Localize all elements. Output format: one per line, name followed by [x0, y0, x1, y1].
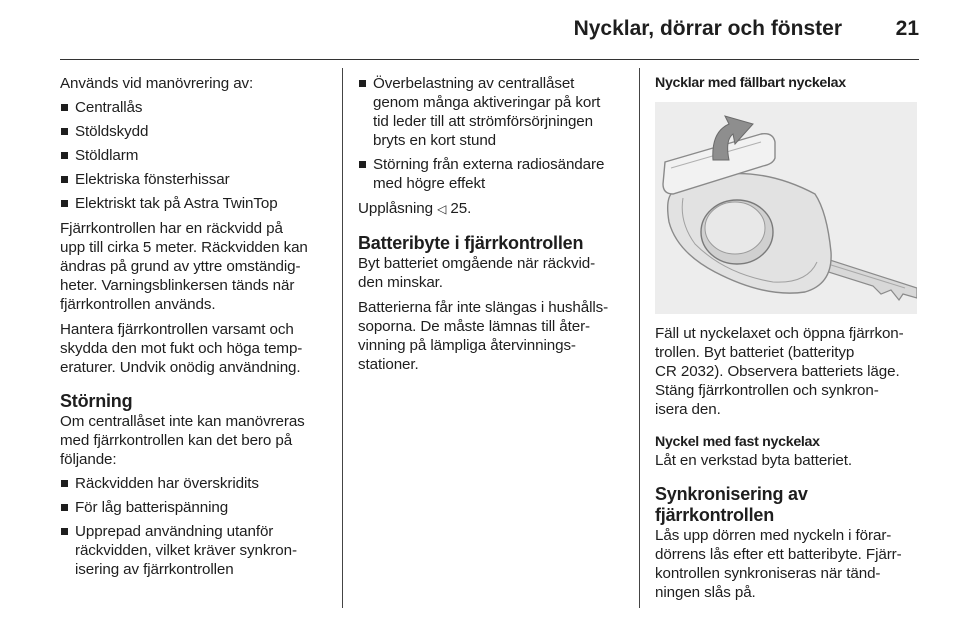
header-rule [60, 59, 919, 60]
list-item [60, 498, 330, 517]
text-line: CR 2032). Observera batteriets läge. [655, 363, 900, 380]
text-line: skydda den mot fukt och höga temp- [60, 340, 303, 357]
text-line: trollen. Byt batteriet (batterityp [655, 344, 855, 361]
text-line: fjärrkontrollen används. [60, 296, 216, 313]
text-line: Överbelastning av centrallåset [373, 75, 575, 92]
text-line: genom många aktiveringar på kort [373, 94, 601, 111]
range-paragraph [60, 219, 330, 314]
text-line: Lås upp dörren med nyckeln i förar- [655, 527, 892, 544]
text-line: den minskar. [358, 274, 443, 291]
care-paragraph [60, 320, 330, 377]
text-line: soporna. De måste lämnas till åter- [358, 318, 591, 335]
list-item: Stöldskydd [60, 122, 330, 141]
usage-intro: Används vid manövrering av: [60, 75, 254, 92]
list-item [358, 155, 626, 193]
list-item: Elektriska fönsterhissar [60, 170, 330, 189]
list-item [60, 522, 330, 579]
text-line: Om centrallåset inte kan manövreras [60, 413, 305, 430]
list-item [60, 474, 330, 493]
text-line: Hantera fjärrkontrollen varsamt och [60, 321, 294, 338]
heading-line: fjärrkontrollen [655, 505, 775, 525]
text-line: eraturer. Undvik onödig användning. [60, 359, 301, 376]
text-line: ändras på grund av yttre omständig- [60, 258, 301, 275]
key-battery-illustration [655, 102, 917, 314]
sync-text [655, 526, 927, 602]
column-divider [639, 68, 640, 608]
text-line: Upprepad användning utanför [75, 523, 274, 540]
list-item: Stöldlarm [60, 146, 330, 165]
foldable-instructions [655, 324, 927, 419]
text-line: dörrens lås efter ett batteribyte. Fjärr- [655, 546, 902, 563]
text-line: stationer. [358, 356, 419, 373]
text-line: upp till cirka 5 meter. Räckvidden kan [60, 239, 308, 256]
text-line: bryts en kort stund [373, 132, 497, 149]
list-item [358, 74, 626, 150]
column-1 [60, 74, 330, 579]
text-line: Räckvidden har överskridits [75, 475, 259, 492]
reference-page[interactable]: 25. [450, 200, 472, 217]
text-line: tid leder till att strömförsörjningen [373, 113, 593, 130]
section-heading-sync [655, 484, 927, 526]
text-line: med fjärrkontrollen kan det bero på [60, 432, 293, 449]
fault-list [60, 474, 330, 579]
section-heading-battery: Batteribyte i fjärrkontrollen [358, 233, 584, 253]
text-line: Byt batteriet omgående när räckvid- [358, 255, 596, 272]
page-number: 21 [895, 17, 919, 40]
subheading-foldable-key: Nycklar med fällbart nyckelax [655, 75, 846, 91]
fault-list-continued [358, 74, 626, 193]
text-line: med högre effekt [373, 175, 486, 192]
battery-intro [358, 254, 626, 292]
text-line: vinning på lämpliga återvinnings- [358, 337, 576, 354]
text-line: Fäll ut nyckelaxet och öppna fjärrkon- [655, 325, 904, 342]
list-item: Elektriskt tak på Astra TwinTop [60, 194, 330, 213]
text-line: Fjärrkontrollen har en räckvidd på [60, 220, 283, 237]
fault-intro [60, 412, 330, 469]
heading-line: Synkronisering av [655, 484, 808, 504]
battery-disposal [358, 298, 626, 374]
text-line: heter. Varningsblinkersen tänds när [60, 277, 295, 294]
list-item: Centrallås [60, 98, 330, 117]
page-title: Nycklar, dörrar och fönster [573, 17, 842, 40]
text-line: Stäng fjärrkontrollen och synkron- [655, 382, 879, 399]
text-line: följande: [60, 451, 117, 468]
reference-arrow-icon: ◁ [437, 202, 447, 216]
page-header [0, 0, 960, 60]
text-line: Batterierna får inte slängas i hushålls- [358, 299, 609, 316]
column-3 [655, 74, 927, 602]
column-divider [342, 68, 343, 608]
unlock-reference [358, 199, 626, 219]
subheading-fixed-key: Nyckel med fast nyckelax [655, 434, 820, 450]
text-line: isera den. [655, 401, 721, 418]
text-line: Störning från externa radiosändare [373, 156, 605, 173]
column-2 [358, 74, 626, 374]
reference-text: Upplåsning [358, 200, 433, 217]
fixed-key-text: Låt en verkstad byta batteriet. [655, 452, 852, 469]
section-heading-fault: Störning [60, 391, 133, 411]
text-line: isering av fjärrkontrollen [75, 561, 234, 578]
usage-list [60, 98, 330, 213]
text-line: För låg batterispänning [75, 499, 229, 516]
text-line: ningen slås på. [655, 584, 756, 601]
text-line: kontrollen synkroniseras när tänd- [655, 565, 881, 582]
text-line: räckvidden, vilket kräver synkron- [75, 542, 297, 559]
